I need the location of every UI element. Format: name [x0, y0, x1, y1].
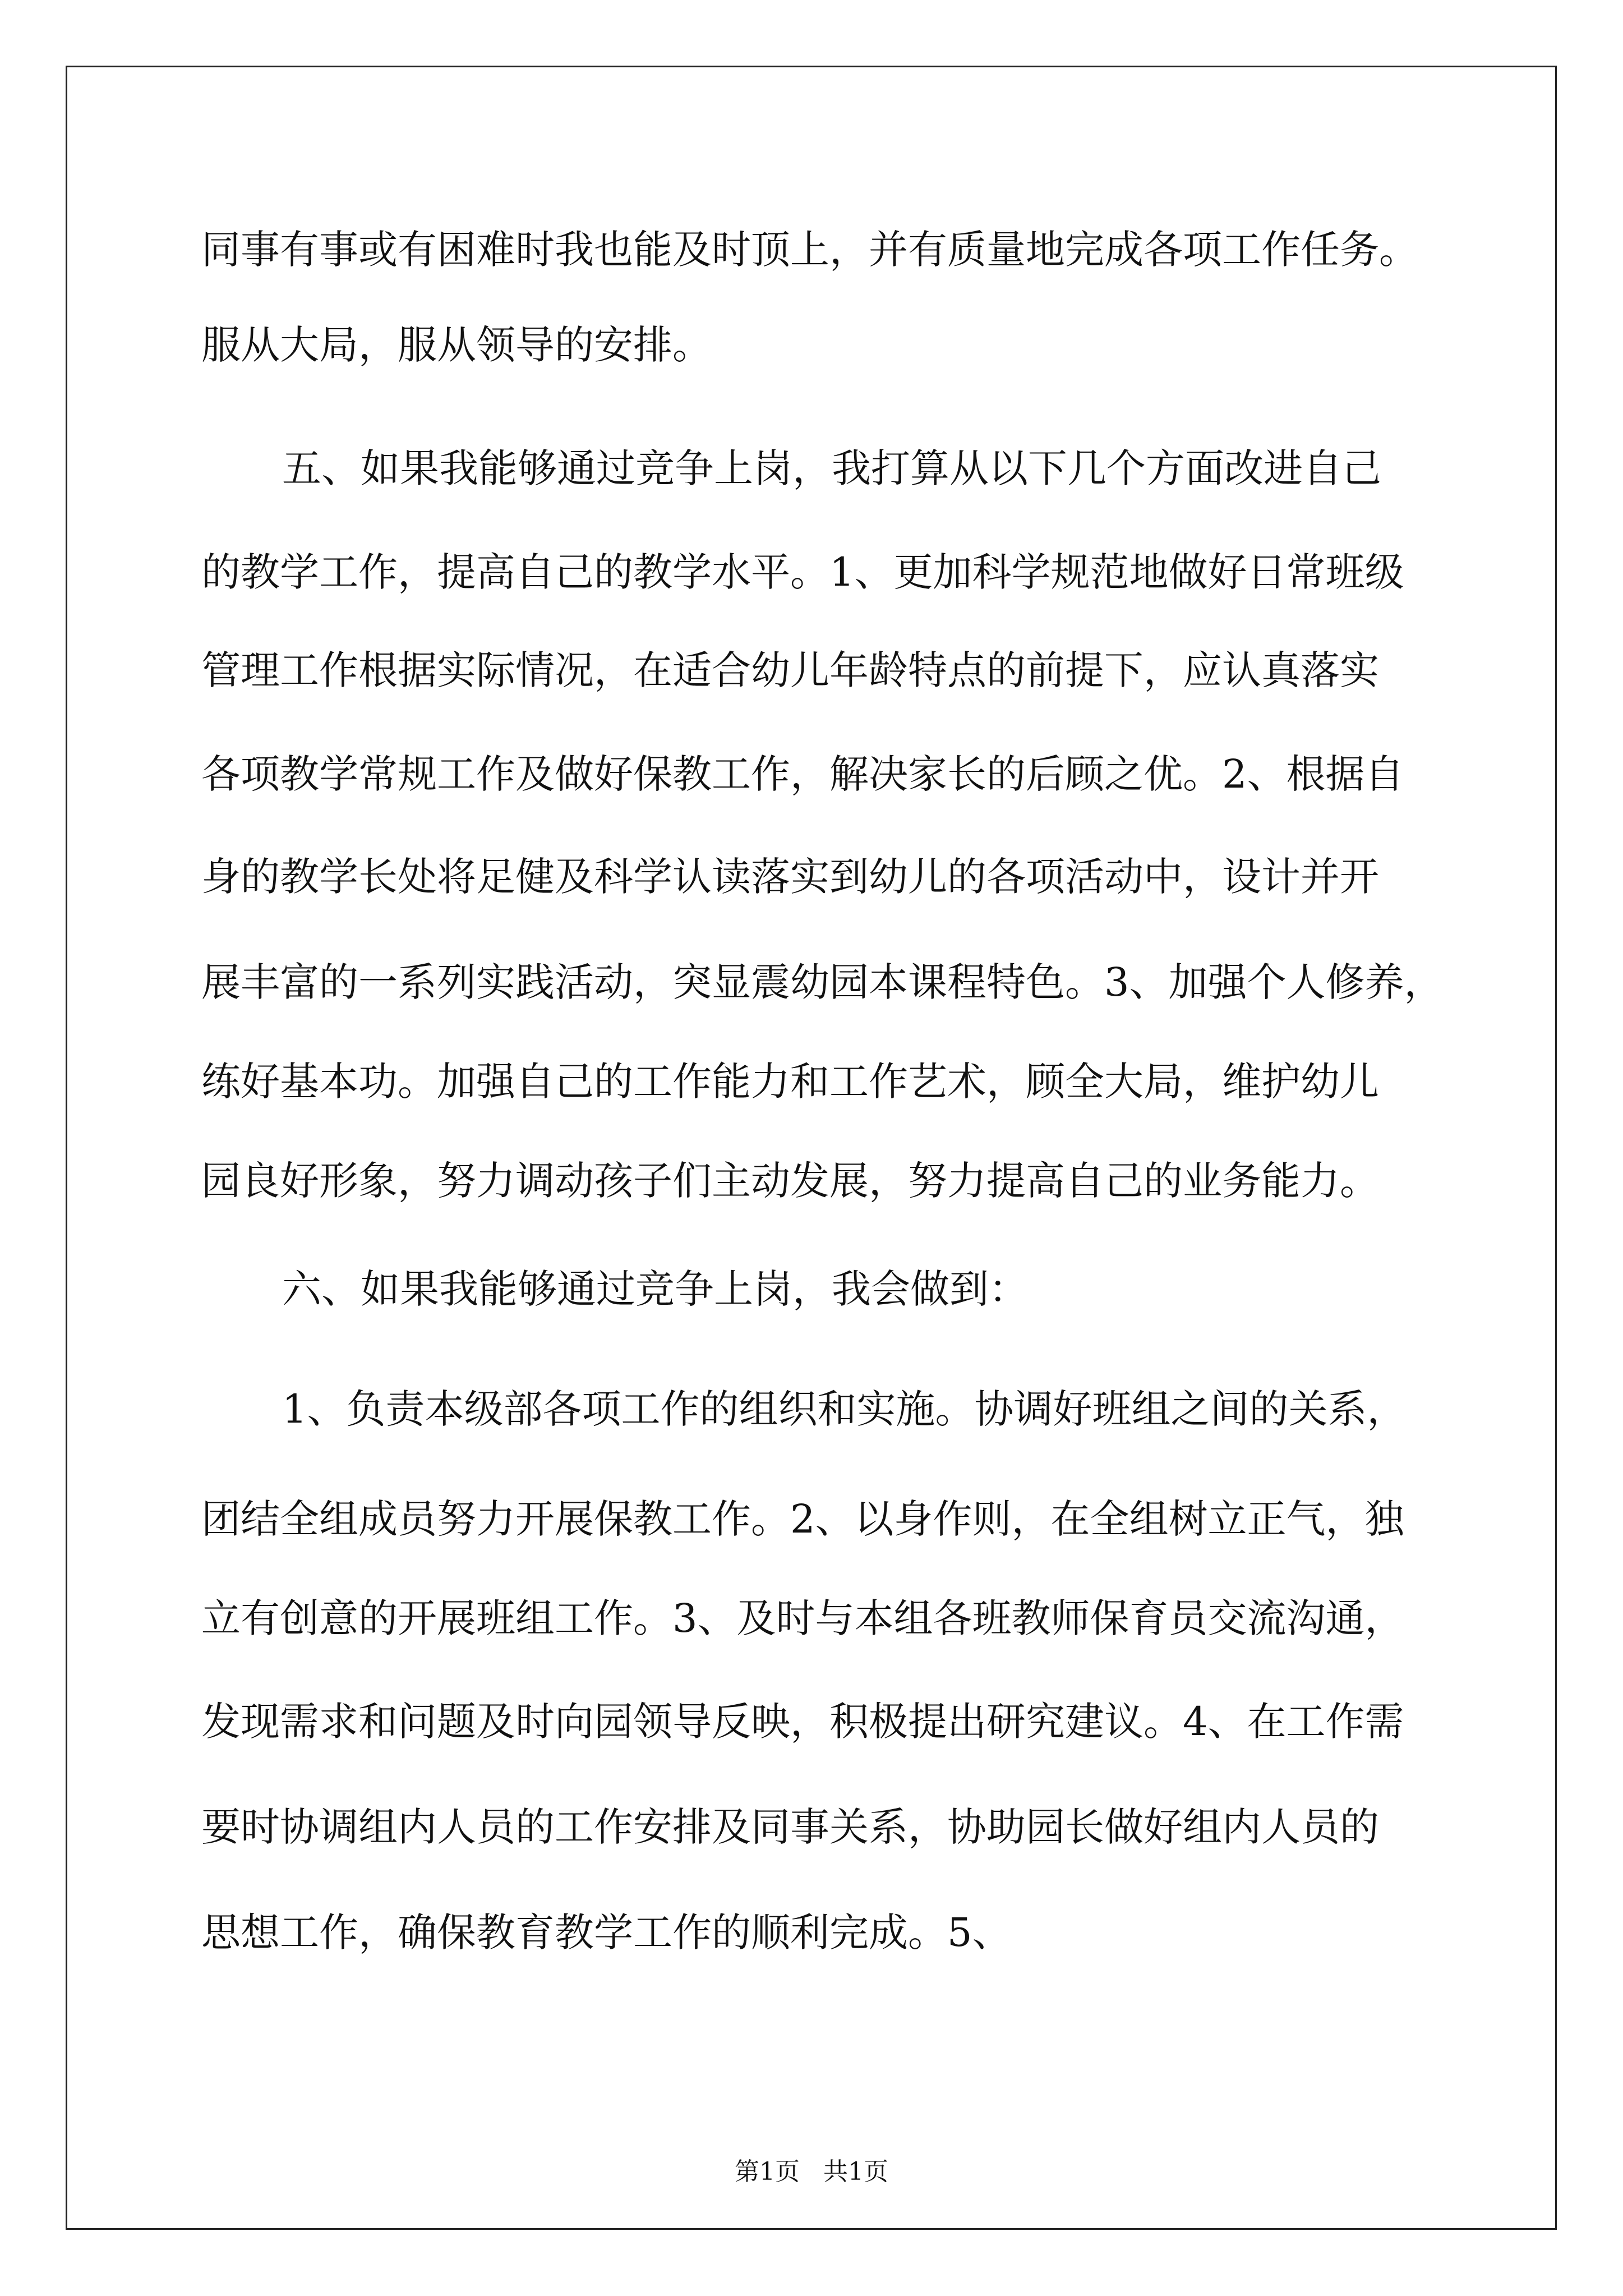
paragraph-line: 立有创意的开展班组工作。3、及时与本组各班教师保育员交流沟通，: [201, 1595, 1404, 1641]
paragraph-line: 服从大局，服从领导的安排。: [201, 322, 712, 368]
paragraph-line: 的教学工作，提高自己的教学水平。1、更加科学规范地做好日常班级: [201, 549, 1404, 595]
paragraph-line: 要时协调组内人员的工作安排及同事关系，协助园长做好组内人员的: [201, 1804, 1379, 1850]
page-footer: 第1页 共1页: [735, 2157, 888, 2186]
paragraph-line: 1、负责本级部各项工作的组织和实施。协调好班组之间的关系，: [282, 1386, 1407, 1432]
paragraph-line: 练好基本功。加强自己的工作能力和工作艺术，顾全大局，维护幼儿: [201, 1059, 1379, 1105]
paragraph-line: 各项教学常规工作及做好保教工作，解决家长的后顾之优。2、根据自: [201, 751, 1404, 797]
page-border: [66, 66, 1557, 2230]
paragraph-line: 团结全组成员努力开展保教工作。2、以身作则，在全组树立正气，独: [201, 1496, 1404, 1542]
paragraph-line: 展丰富的一系列实践活动，突显震幼园本课程特色。3、加强个人修养，: [201, 959, 1444, 1005]
paragraph-line: 五、如果我能够通过竞争上岗，我打算从以下几个方面改进自己: [282, 445, 1381, 491]
paragraph-line: 思想工作，确保教育教学工作的顺利完成。5、: [201, 1910, 1012, 1955]
paragraph-line: 六、如果我能够通过竞争上岗，我会做到：: [282, 1266, 1028, 1312]
paragraph-line: 发现需求和问题及时向园领导反映，积极提出研究建议。4、在工作需: [201, 1699, 1404, 1745]
paragraph-line: 管理工作根据实际情况，在适合幼儿年龄特点的前提下，应认真落实: [201, 647, 1379, 693]
paragraph-line: 同事有事或有困难时我也能及时顶上，并有质量地完成各项工作任务。: [201, 227, 1418, 273]
paragraph-line: 园良好形象，努力调动孩子们主动发展，努力提高自己的业务能力。: [201, 1158, 1379, 1204]
paragraph-line: 身的教学长处将足健及科学认读落实到幼儿的各项活动中，设计并开: [201, 854, 1379, 900]
